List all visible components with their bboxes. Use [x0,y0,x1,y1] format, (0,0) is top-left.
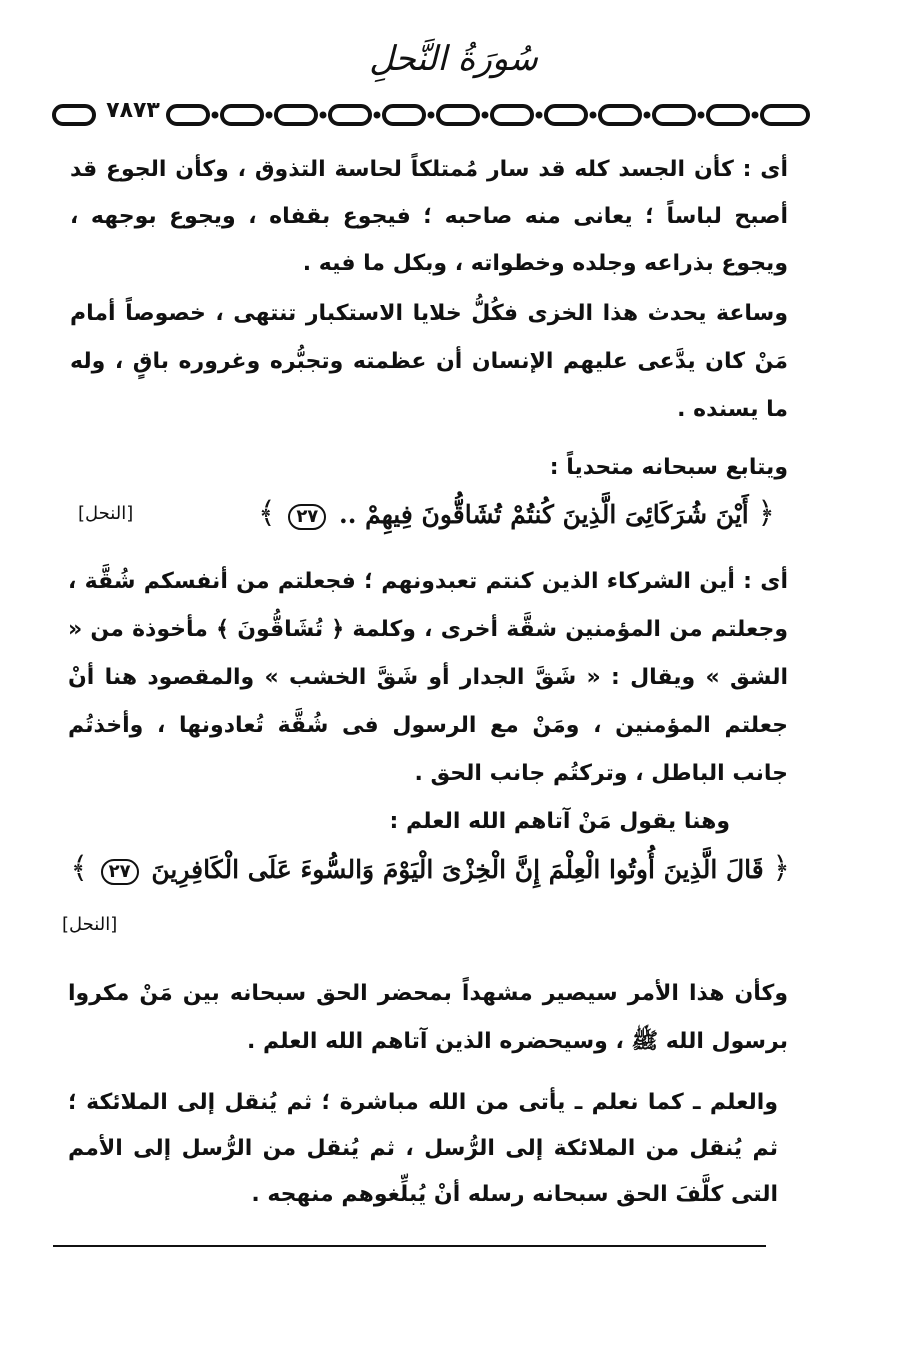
verse-text: قَالَ الَّذِينَ أُوتُوا الْعِلْمَ إِنَّ الْخِزْىَ الْيَوْمَ وَالسُّوءَ عَلَى الْكَافِرِينَ [151,855,764,884]
paragraph-7: والعلم ـ كما نعلم ـ يأتى من الله مباشرة ؛ ثم يُنقل إلى الملائكة ؛ ثم يُنقل من الملائكة إلى الرُّسل ، ثم يُنقل من الرُّسل إلى الأمم التى كلَّفَ الحق سبحانه رسله أنْ يُبلِّغوهم منهجه . [68,1090,778,1207]
verse-close-bracket: ﴾ [258,496,276,531]
ayah-number-badge: ٢٧ [101,859,139,885]
page-number: ٧٨٧٣ [103,96,163,126]
paragraph-4: أى : أين الشركاء الذين كنتم تعبدونهم ؛ فجعلتم من أنفسكم شُقَّة ، وجعلتم من المؤمنين شقَّة أخرى ، وكلمة ﴿ تُشَاقُّونَ ﴾ مأخوذة من « الشق » ويقال : « شَقَّ الجدار أو شَقَّ الخشب » والمقصود هنا أنْ جعلتم المؤمنين ، ومَنْ مع الرسول فى شُقَّة تُعادونها ، وأخذتُم جانب الباطل ، وتركتُم جانب الحق . [68,569,788,786]
footer-rule [53,1245,766,1247]
verse-open-bracket: ﴿ [757,496,775,531]
ayah-number-badge: ٢٧ [288,504,326,530]
verse-close-bracket: ﴾ [70,851,88,886]
paragraph-6: وكأن هذا الأمر سيصير مشهداً بمحضر الحق سبحانه بين مَنْ مكروا برسول الله ﷺ ، وسيحضره الذين آتاهم الله العلم . [68,981,788,1054]
surah-title: سُورَةُ النَّحلِ [369,39,538,79]
verse-open-bracket: ﴿ [772,851,790,886]
verse-source-label: [النحل] [62,914,118,935]
verse-source-label: [النحل] [78,503,134,524]
paragraph-1: أى : كأن الجسد كله قد سار مُمتلكاً لحاسة التذوق ، وكأن الجوع قد أصبح لباساً ؛ يعانى منه صاحبه ؛ فيجوع بقفاه ، ويجوع بوجهه ، ويجوع بذراعه وجلده وخطواته ، وبكل ما فيه . [70,157,788,276]
paragraph-5: وهنا يقول مَنْ آتاهم الله العلم : [389,809,730,834]
quran-verse-1 [250,492,775,537]
header-chain-ornament [50,98,815,132]
quran-verse-2 [70,845,790,894]
paragraph-2: وساعة يحدث هذا الخزى فكُلُّ خلايا الاستكبار تنتهى ، خصوصاً أمام مَنْ كان يدَّعى عليهم الإنسان أن عظمته وتجبُّره وغروره باقٍ ، وله ما يسنده . [70,301,788,422]
verse-text: أَيْنَ شُرَكَائِىَ الَّذِينَ كُنتُمْ تُشَاقُّونَ فِيهِمْ .. [339,500,749,529]
paragraph-3: ويتابع سبحانه متحدياً : [549,455,788,480]
